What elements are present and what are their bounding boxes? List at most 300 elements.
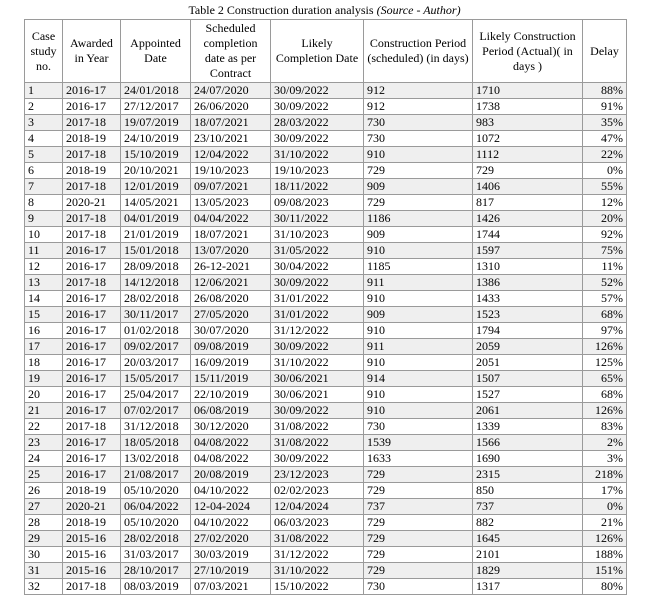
cell-case-no: 6 xyxy=(25,163,63,179)
cell-case-no: 15 xyxy=(25,307,63,323)
cell-case-no: 9 xyxy=(25,211,63,227)
cell-delay: 75% xyxy=(583,243,627,259)
cell-period-scheduled: 910 xyxy=(364,403,473,419)
caption-source: (Source - Author) xyxy=(376,3,461,17)
cell-delay: 65% xyxy=(583,371,627,387)
cell-case-no: 3 xyxy=(25,115,63,131)
cell-delay: 0% xyxy=(583,499,627,515)
cell-scheduled-completion: 15/11/2019 xyxy=(191,371,271,387)
cell-awarded-year: 2016-17 xyxy=(63,451,121,467)
cell-case-no: 21 xyxy=(25,403,63,419)
cell-awarded-year: 2020-21 xyxy=(63,499,121,515)
cell-appointed-date: 28/09/2018 xyxy=(121,259,191,275)
cell-awarded-year: 2020-21 xyxy=(63,195,121,211)
cell-likely-completion: 30/09/2022 xyxy=(271,339,364,355)
cell-delay: 92% xyxy=(583,227,627,243)
cell-awarded-year: 2017-18 xyxy=(63,227,121,243)
cell-awarded-year: 2015-16 xyxy=(63,563,121,579)
cell-scheduled-completion: 04/04/2022 xyxy=(191,211,271,227)
cell-period-scheduled: 910 xyxy=(364,387,473,403)
cell-period-actual: 1426 xyxy=(473,211,583,227)
cell-case-no: 11 xyxy=(25,243,63,259)
cell-likely-completion: 30/09/2022 xyxy=(271,99,364,115)
table-row xyxy=(25,195,627,211)
cell-case-no: 18 xyxy=(25,355,63,371)
header-case-study: Case study no. xyxy=(25,20,63,83)
cell-period-scheduled: 729 xyxy=(364,531,473,547)
cell-scheduled-completion: 09/07/2021 xyxy=(191,179,271,195)
cell-appointed-date: 20/03/2017 xyxy=(121,355,191,371)
cell-period-scheduled: 912 xyxy=(364,83,473,99)
table-row xyxy=(25,339,627,355)
cell-case-no: 26 xyxy=(25,483,63,499)
cell-appointed-date: 20/10/2021 xyxy=(121,163,191,179)
table-row xyxy=(25,403,627,419)
cell-case-no: 5 xyxy=(25,147,63,163)
cell-period-actual: 983 xyxy=(473,115,583,131)
cell-period-scheduled: 909 xyxy=(364,307,473,323)
cell-appointed-date: 14/12/2018 xyxy=(121,275,191,291)
cell-period-scheduled: 909 xyxy=(364,227,473,243)
cell-delay: 126% xyxy=(583,339,627,355)
cell-appointed-date: 31/03/2017 xyxy=(121,547,191,563)
cell-period-scheduled: 910 xyxy=(364,291,473,307)
cell-period-scheduled: 1539 xyxy=(364,435,473,451)
cell-delay: 88% xyxy=(583,83,627,99)
cell-case-no: 1 xyxy=(25,83,63,99)
cell-delay: 68% xyxy=(583,307,627,323)
cell-case-no: 32 xyxy=(25,579,63,595)
cell-delay: 0% xyxy=(583,163,627,179)
cell-likely-completion: 19/10/2023 xyxy=(271,163,364,179)
cell-period-scheduled: 910 xyxy=(364,243,473,259)
cell-delay: 97% xyxy=(583,323,627,339)
cell-period-scheduled: 910 xyxy=(364,147,473,163)
cell-appointed-date: 27/12/2017 xyxy=(121,99,191,115)
cell-awarded-year: 2016-17 xyxy=(63,243,121,259)
cell-case-no: 17 xyxy=(25,339,63,355)
cell-scheduled-completion: 07/03/2021 xyxy=(191,579,271,595)
cell-period-actual: 1433 xyxy=(473,291,583,307)
cell-delay: 80% xyxy=(583,579,627,595)
cell-scheduled-completion: 13/07/2020 xyxy=(191,243,271,259)
cell-delay: 126% xyxy=(583,531,627,547)
cell-likely-completion: 02/02/2023 xyxy=(271,483,364,499)
cell-appointed-date: 21/08/2017 xyxy=(121,467,191,483)
cell-awarded-year: 2016-17 xyxy=(63,371,121,387)
table-row xyxy=(25,179,627,195)
cell-period-scheduled: 729 xyxy=(364,163,473,179)
cell-scheduled-completion: 06/08/2019 xyxy=(191,403,271,419)
cell-awarded-year: 2016-17 xyxy=(63,83,121,99)
cell-period-actual: 882 xyxy=(473,515,583,531)
cell-awarded-year: 2017-18 xyxy=(63,115,121,131)
cell-appointed-date: 28/02/2018 xyxy=(121,291,191,307)
cell-appointed-date: 21/01/2019 xyxy=(121,227,191,243)
caption-title: Table 2 Construction duration analysis xyxy=(188,3,377,17)
cell-delay: 83% xyxy=(583,419,627,435)
cell-awarded-year: 2016-17 xyxy=(63,307,121,323)
cell-period-scheduled: 737 xyxy=(364,499,473,515)
cell-appointed-date: 31/12/2018 xyxy=(121,419,191,435)
table-row xyxy=(25,547,627,563)
cell-scheduled-completion: 27/05/2020 xyxy=(191,307,271,323)
cell-scheduled-completion: 30/03/2019 xyxy=(191,547,271,563)
table-row xyxy=(25,435,627,451)
cell-appointed-date: 09/02/2017 xyxy=(121,339,191,355)
cell-delay: 12% xyxy=(583,195,627,211)
header-awarded-year: Awarded in Year xyxy=(63,20,121,83)
cell-awarded-year: 2016-17 xyxy=(63,339,121,355)
cell-period-actual: 1317 xyxy=(473,579,583,595)
cell-case-no: 25 xyxy=(25,467,63,483)
cell-likely-completion: 30/06/2021 xyxy=(271,371,364,387)
cell-case-no: 16 xyxy=(25,323,63,339)
table-row xyxy=(25,563,627,579)
table-row xyxy=(25,419,627,435)
cell-period-actual: 2051 xyxy=(473,355,583,371)
table-row xyxy=(25,451,627,467)
cell-delay: 3% xyxy=(583,451,627,467)
cell-period-scheduled: 1186 xyxy=(364,211,473,227)
cell-period-scheduled: 729 xyxy=(364,467,473,483)
cell-period-scheduled: 910 xyxy=(364,323,473,339)
cell-period-actual: 1507 xyxy=(473,371,583,387)
cell-likely-completion: 31/10/2022 xyxy=(271,147,364,163)
table-caption xyxy=(0,3,649,17)
cell-appointed-date: 01/02/2018 xyxy=(121,323,191,339)
cell-period-scheduled: 912 xyxy=(364,99,473,115)
cell-awarded-year: 2018-19 xyxy=(63,483,121,499)
cell-awarded-year: 2017-18 xyxy=(63,179,121,195)
cell-period-actual: 1072 xyxy=(473,131,583,147)
table-row xyxy=(25,467,627,483)
cell-scheduled-completion: 12-04-2024 xyxy=(191,499,271,515)
cell-case-no: 8 xyxy=(25,195,63,211)
cell-appointed-date: 08/03/2019 xyxy=(121,579,191,595)
cell-awarded-year: 2015-16 xyxy=(63,531,121,547)
cell-delay: 20% xyxy=(583,211,627,227)
table-row xyxy=(25,211,627,227)
cell-scheduled-completion: 04/08/2022 xyxy=(191,451,271,467)
cell-likely-completion: 31/08/2022 xyxy=(271,419,364,435)
cell-period-actual: 850 xyxy=(473,483,583,499)
table-row xyxy=(25,259,627,275)
table-body xyxy=(25,83,627,595)
cell-likely-completion: 12/04/2024 xyxy=(271,499,364,515)
cell-awarded-year: 2018-19 xyxy=(63,163,121,179)
table-row xyxy=(25,483,627,499)
table-row xyxy=(25,531,627,547)
cell-delay: 125% xyxy=(583,355,627,371)
cell-awarded-year: 2017-18 xyxy=(63,419,121,435)
table-row xyxy=(25,115,627,131)
cell-awarded-year: 2016-17 xyxy=(63,323,121,339)
cell-likely-completion: 23/12/2023 xyxy=(271,467,364,483)
cell-appointed-date: 04/01/2019 xyxy=(121,211,191,227)
cell-scheduled-completion: 23/10/2021 xyxy=(191,131,271,147)
cell-period-actual: 1523 xyxy=(473,307,583,323)
table-row xyxy=(25,371,627,387)
cell-period-scheduled: 910 xyxy=(364,355,473,371)
cell-period-scheduled: 729 xyxy=(364,515,473,531)
table-row xyxy=(25,499,627,515)
cell-scheduled-completion: 18/07/2021 xyxy=(191,115,271,131)
cell-period-actual: 1310 xyxy=(473,259,583,275)
header-scheduled-completion: Scheduled completion date as per Contract xyxy=(191,20,271,83)
header-appointed-date: Appointed Date xyxy=(121,20,191,83)
cell-case-no: 19 xyxy=(25,371,63,387)
cell-appointed-date: 07/02/2017 xyxy=(121,403,191,419)
cell-scheduled-completion: 04/10/2022 xyxy=(191,483,271,499)
cell-case-no: 12 xyxy=(25,259,63,275)
cell-case-no: 4 xyxy=(25,131,63,147)
cell-appointed-date: 30/11/2017 xyxy=(121,307,191,323)
cell-delay: 57% xyxy=(583,291,627,307)
cell-delay: 126% xyxy=(583,403,627,419)
cell-period-actual: 1710 xyxy=(473,83,583,99)
cell-delay: 91% xyxy=(583,99,627,115)
cell-case-no: 23 xyxy=(25,435,63,451)
cell-case-no: 13 xyxy=(25,275,63,291)
cell-period-actual: 729 xyxy=(473,163,583,179)
cell-scheduled-completion: 22/10/2019 xyxy=(191,387,271,403)
cell-likely-completion: 30/09/2022 xyxy=(271,83,364,99)
cell-scheduled-completion: 26/08/2020 xyxy=(191,291,271,307)
cell-awarded-year: 2016-17 xyxy=(63,291,121,307)
cell-period-scheduled: 729 xyxy=(364,483,473,499)
cell-likely-completion: 31/05/2022 xyxy=(271,243,364,259)
cell-likely-completion: 31/12/2022 xyxy=(271,323,364,339)
cell-appointed-date: 19/07/2019 xyxy=(121,115,191,131)
cell-likely-completion: 31/01/2022 xyxy=(271,291,364,307)
cell-period-scheduled: 909 xyxy=(364,179,473,195)
cell-awarded-year: 2016-17 xyxy=(63,355,121,371)
cell-likely-completion: 31/10/2022 xyxy=(271,563,364,579)
cell-delay: 68% xyxy=(583,387,627,403)
cell-awarded-year: 2018-19 xyxy=(63,515,121,531)
cell-awarded-year: 2016-17 xyxy=(63,99,121,115)
cell-awarded-year: 2016-17 xyxy=(63,435,121,451)
cell-likely-completion: 30/09/2022 xyxy=(271,451,364,467)
cell-appointed-date: 15/01/2018 xyxy=(121,243,191,259)
cell-scheduled-completion: 04/10/2022 xyxy=(191,515,271,531)
cell-appointed-date: 24/01/2018 xyxy=(121,83,191,99)
cell-scheduled-completion: 20/08/2019 xyxy=(191,467,271,483)
cell-delay: 55% xyxy=(583,179,627,195)
cell-delay: 17% xyxy=(583,483,627,499)
header-delay: Delay xyxy=(583,20,627,83)
cell-delay: 21% xyxy=(583,515,627,531)
cell-period-actual: 817 xyxy=(473,195,583,211)
table-row xyxy=(25,163,627,179)
table-row xyxy=(25,131,627,147)
cell-awarded-year: 2017-18 xyxy=(63,211,121,227)
cell-period-actual: 1566 xyxy=(473,435,583,451)
cell-likely-completion: 30/04/2022 xyxy=(271,259,364,275)
cell-period-scheduled: 730 xyxy=(364,579,473,595)
cell-case-no: 31 xyxy=(25,563,63,579)
cell-delay: 218% xyxy=(583,467,627,483)
cell-appointed-date: 25/04/2017 xyxy=(121,387,191,403)
cell-likely-completion: 31/12/2022 xyxy=(271,547,364,563)
cell-period-actual: 1794 xyxy=(473,323,583,339)
cell-period-actual: 1112 xyxy=(473,147,583,163)
cell-likely-completion: 15/10/2022 xyxy=(271,579,364,595)
cell-awarded-year: 2016-17 xyxy=(63,259,121,275)
cell-delay: 2% xyxy=(583,435,627,451)
cell-appointed-date: 05/10/2020 xyxy=(121,515,191,531)
cell-likely-completion: 31/01/2022 xyxy=(271,307,364,323)
cell-scheduled-completion: 12/04/2022 xyxy=(191,147,271,163)
cell-period-actual: 1597 xyxy=(473,243,583,259)
cell-likely-completion: 30/09/2022 xyxy=(271,403,364,419)
cell-awarded-year: 2016-17 xyxy=(63,387,121,403)
cell-period-actual: 1690 xyxy=(473,451,583,467)
cell-appointed-date: 06/04/2022 xyxy=(121,499,191,515)
cell-likely-completion: 31/10/2022 xyxy=(271,355,364,371)
cell-likely-completion: 06/03/2023 xyxy=(271,515,364,531)
cell-appointed-date: 13/02/2018 xyxy=(121,451,191,467)
cell-likely-completion: 30/06/2021 xyxy=(271,387,364,403)
cell-scheduled-completion: 24/07/2020 xyxy=(191,83,271,99)
header-row xyxy=(25,20,627,83)
cell-appointed-date: 18/05/2018 xyxy=(121,435,191,451)
cell-delay: 151% xyxy=(583,563,627,579)
cell-case-no: 27 xyxy=(25,499,63,515)
cell-case-no: 30 xyxy=(25,547,63,563)
cell-appointed-date: 28/10/2017 xyxy=(121,563,191,579)
cell-case-no: 7 xyxy=(25,179,63,195)
table-row xyxy=(25,243,627,259)
table-row xyxy=(25,387,627,403)
cell-scheduled-completion: 16/09/2019 xyxy=(191,355,271,371)
cell-period-scheduled: 1185 xyxy=(364,259,473,275)
cell-appointed-date: 12/01/2019 xyxy=(121,179,191,195)
cell-scheduled-completion: 19/10/2023 xyxy=(191,163,271,179)
table-row xyxy=(25,83,627,99)
table-row xyxy=(25,291,627,307)
cell-period-scheduled: 730 xyxy=(364,131,473,147)
cell-likely-completion: 31/10/2023 xyxy=(271,227,364,243)
cell-likely-completion: 31/08/2022 xyxy=(271,531,364,547)
cell-period-actual: 1738 xyxy=(473,99,583,115)
cell-scheduled-completion: 27/10/2019 xyxy=(191,563,271,579)
cell-period-actual: 2101 xyxy=(473,547,583,563)
construction-duration-table xyxy=(24,19,627,595)
cell-delay: 35% xyxy=(583,115,627,131)
cell-scheduled-completion: 26-12-2021 xyxy=(191,259,271,275)
cell-delay: 11% xyxy=(583,259,627,275)
header-period-actual: Likely Construction Period (Actual)( in days ) xyxy=(473,20,583,83)
header-likely-completion: Likely Completion Date xyxy=(271,20,364,83)
cell-case-no: 10 xyxy=(25,227,63,243)
cell-appointed-date: 14/05/2021 xyxy=(121,195,191,211)
cell-case-no: 28 xyxy=(25,515,63,531)
cell-case-no: 24 xyxy=(25,451,63,467)
cell-awarded-year: 2016-17 xyxy=(63,467,121,483)
cell-period-actual: 2315 xyxy=(473,467,583,483)
cell-period-actual: 1829 xyxy=(473,563,583,579)
cell-scheduled-completion: 30/12/2020 xyxy=(191,419,271,435)
cell-likely-completion: 18/11/2022 xyxy=(271,179,364,195)
cell-period-scheduled: 914 xyxy=(364,371,473,387)
cell-case-no: 22 xyxy=(25,419,63,435)
cell-likely-completion: 31/08/2022 xyxy=(271,435,364,451)
table-row xyxy=(25,147,627,163)
cell-scheduled-completion: 27/02/2020 xyxy=(191,531,271,547)
cell-awarded-year: 2016-17 xyxy=(63,403,121,419)
cell-period-scheduled: 730 xyxy=(364,115,473,131)
cell-period-scheduled: 911 xyxy=(364,275,473,291)
cell-period-actual: 1744 xyxy=(473,227,583,243)
cell-period-scheduled: 730 xyxy=(364,419,473,435)
cell-period-actual: 2061 xyxy=(473,403,583,419)
cell-likely-completion: 30/09/2022 xyxy=(271,131,364,147)
cell-delay: 52% xyxy=(583,275,627,291)
table-row xyxy=(25,307,627,323)
table-row xyxy=(25,579,627,595)
cell-period-scheduled: 911 xyxy=(364,339,473,355)
cell-likely-completion: 30/11/2022 xyxy=(271,211,364,227)
cell-case-no: 2 xyxy=(25,99,63,115)
cell-period-actual: 737 xyxy=(473,499,583,515)
cell-case-no: 20 xyxy=(25,387,63,403)
cell-period-scheduled: 729 xyxy=(364,195,473,211)
cell-period-actual: 1406 xyxy=(473,179,583,195)
cell-awarded-year: 2018-19 xyxy=(63,131,121,147)
cell-delay: 47% xyxy=(583,131,627,147)
table-row xyxy=(25,227,627,243)
cell-case-no: 29 xyxy=(25,531,63,547)
cell-awarded-year: 2017-18 xyxy=(63,579,121,595)
table-row xyxy=(25,355,627,371)
cell-period-actual: 1645 xyxy=(473,531,583,547)
cell-period-actual: 1339 xyxy=(473,419,583,435)
cell-likely-completion: 30/09/2022 xyxy=(271,275,364,291)
cell-case-no: 14 xyxy=(25,291,63,307)
cell-delay: 22% xyxy=(583,147,627,163)
cell-scheduled-completion: 13/05/2023 xyxy=(191,195,271,211)
cell-scheduled-completion: 26/06/2020 xyxy=(191,99,271,115)
cell-scheduled-completion: 04/08/2022 xyxy=(191,435,271,451)
cell-appointed-date: 05/10/2020 xyxy=(121,483,191,499)
cell-period-scheduled: 1633 xyxy=(364,451,473,467)
cell-appointed-date: 15/05/2017 xyxy=(121,371,191,387)
table-row xyxy=(25,323,627,339)
cell-appointed-date: 24/10/2019 xyxy=(121,131,191,147)
cell-likely-completion: 09/08/2023 xyxy=(271,195,364,211)
cell-period-actual: 1386 xyxy=(473,275,583,291)
cell-scheduled-completion: 09/08/2019 xyxy=(191,339,271,355)
table-row xyxy=(25,99,627,115)
cell-scheduled-completion: 30/07/2020 xyxy=(191,323,271,339)
header-period-scheduled: Construction Period (scheduled) (in days) xyxy=(364,20,473,83)
cell-scheduled-completion: 12/06/2021 xyxy=(191,275,271,291)
cell-period-scheduled: 729 xyxy=(364,547,473,563)
table-row xyxy=(25,275,627,291)
cell-awarded-year: 2017-18 xyxy=(63,275,121,291)
cell-delay: 188% xyxy=(583,547,627,563)
cell-period-actual: 1527 xyxy=(473,387,583,403)
cell-period-actual: 2059 xyxy=(473,339,583,355)
cell-awarded-year: 2015-16 xyxy=(63,547,121,563)
cell-period-scheduled: 729 xyxy=(364,563,473,579)
cell-likely-completion: 28/03/2022 xyxy=(271,115,364,131)
table-row xyxy=(25,515,627,531)
cell-awarded-year: 2017-18 xyxy=(63,147,121,163)
cell-appointed-date: 28/02/2018 xyxy=(121,531,191,547)
